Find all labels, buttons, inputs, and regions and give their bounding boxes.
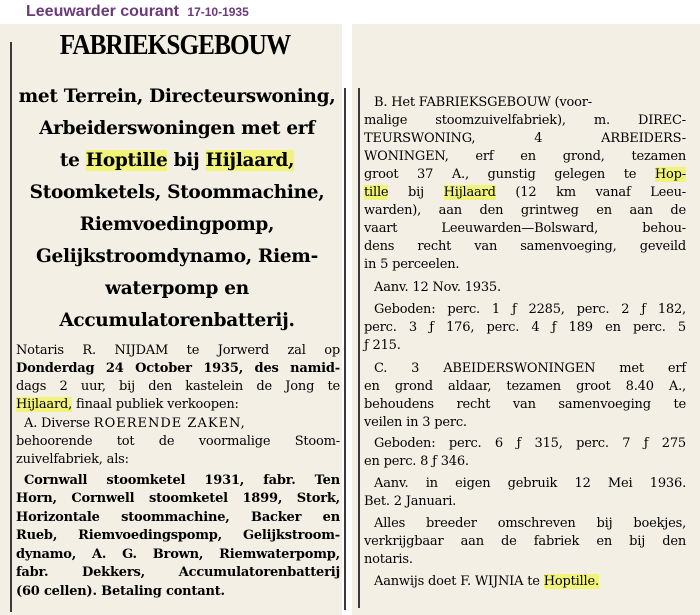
body-line: vaart Leeuwarden—Bolsward, behou- [364, 221, 686, 236]
highlight: Hop- [654, 167, 686, 182]
body-line: veilen in 3 perc. [364, 415, 467, 430]
body-line: Notaris R. NIJDAM te Jorwerd zal op [16, 343, 340, 358]
body-line: C. 3 ABEIDERSWONINGEN met erf [374, 361, 686, 376]
heading-line: Accumulatorenbatterij. [59, 310, 295, 331]
body-line: TEURSWONING, 4 ARBEIDERS- [364, 131, 686, 146]
body-line: groot 37 A., gunstig gelegen te Hop- [364, 167, 686, 182]
heading-line: waterpomp en [105, 278, 249, 299]
publication-date: 17-10-1935 [187, 5, 249, 19]
highlight: Hoptille. [543, 574, 599, 589]
body-line: WONINGEN, erf en grond, tezamen [364, 149, 686, 164]
body-line: en perc. 8 ƒ 346. [364, 454, 469, 469]
body-line: B. Het FABRIEKSGEBOUW (voor- [374, 95, 592, 110]
heading-line: Gelijkstroomdynamo, Riem- [36, 246, 318, 267]
body-line: warden), aan den grintweg en aan de [364, 203, 686, 218]
highlight: Hijlaard, [205, 150, 295, 171]
body-line: in 5 perceelen. [364, 257, 460, 272]
body-line: Cornwall stoomketel 1931, fabr. Ten [24, 473, 340, 488]
body-line: Horizontale stoommachine, Backer en [16, 510, 340, 525]
body-line: Geboden: perc. 1 ƒ 2285, perc. 2 ƒ 182, [374, 302, 686, 317]
heading-line: Riemvoedingpomp, [79, 214, 275, 235]
body-line: notaris. [364, 552, 413, 567]
body-line: Bet. 2 Januari. [364, 494, 457, 509]
body-line: Horn, Cornwell stoomketel 1899, Stork, [16, 491, 340, 506]
heading-line: Arbeiderswoningen met erf [39, 118, 315, 139]
body-line: perc. 3 ƒ 176, perc. 4 ƒ 189 en perc. 5 [364, 320, 686, 335]
body-line: Aanv. in eigen gebruik 12 Mei 1936. [374, 476, 686, 491]
body-line: behoudens recht van samenvoeging te [364, 397, 686, 412]
heading-line: te Hoptille bij Hijlaard, [59, 150, 295, 171]
header [26, 3, 249, 21]
column-rule-middle [344, 88, 346, 610]
body-line: malige stoomzuivelfabriek), m. DIREC- [364, 113, 686, 128]
body-line: fabr. Dekkers, Accumulatorenbatterij [16, 565, 340, 580]
body-line: Aanwijs doet F. WIJNIA te Hoptille. [374, 574, 599, 589]
heading-line: met Terrein, Directeurswoning, [18, 86, 336, 107]
body-line: Hijlaard, finaal publiek verkoopen: [16, 397, 239, 412]
column-rule-left [10, 42, 12, 612]
body-line: Geboden: perc. 6 ƒ 315, perc. 7 ƒ 275 [374, 436, 686, 451]
body-line: dynamo, A. G. Brown, Riemwaterpomp, [16, 547, 340, 562]
body-line: zuivelfabriek, als: [16, 452, 129, 467]
body-line: verkrijgbaar aan de fabriek en bij den [364, 534, 686, 549]
body-line: en grond aldaar, tezamen groot 8.40 A., [364, 379, 686, 394]
highlight: Hijlaard, [16, 397, 73, 412]
highlight: Hijlaard [443, 185, 496, 200]
highlight: tille [364, 185, 389, 200]
body-line: tille bij Hijlaard (12 km vanaf Leeu- [364, 185, 686, 200]
body-line: A. Diverse ROERENDE ZAKEN, [24, 416, 246, 431]
body-line: (60 cellen). Betaling contant. [16, 584, 225, 599]
body-line: dags 2 uur, bij den kastelein de Jong te [16, 379, 340, 394]
body-line: Alles breeder omschreven bij boekjes, [374, 516, 686, 531]
body-line: dens recht van samenvoeging, geveild [364, 239, 686, 254]
body-line: Rueb, Riemvoedingspomp, Gelijkstroom- [16, 528, 340, 543]
body-line: behoorende tot de voormalige Stoom- [16, 434, 340, 449]
ad-title: FABRIEKSGEBOUW [59, 30, 291, 61]
body-line: Aanv. 12 Nov. 1935. [374, 280, 501, 295]
heading-line: Stoomketels, Stoommachine, [29, 182, 325, 203]
newspaper-name: Leeuwarder courant [26, 3, 179, 20]
body-line: Donderdag 24 October 1935, des namid- [16, 361, 340, 376]
body-line: ƒ 215. [364, 338, 401, 353]
column-rule-right [358, 88, 360, 608]
highlight: Hoptille [85, 150, 168, 171]
